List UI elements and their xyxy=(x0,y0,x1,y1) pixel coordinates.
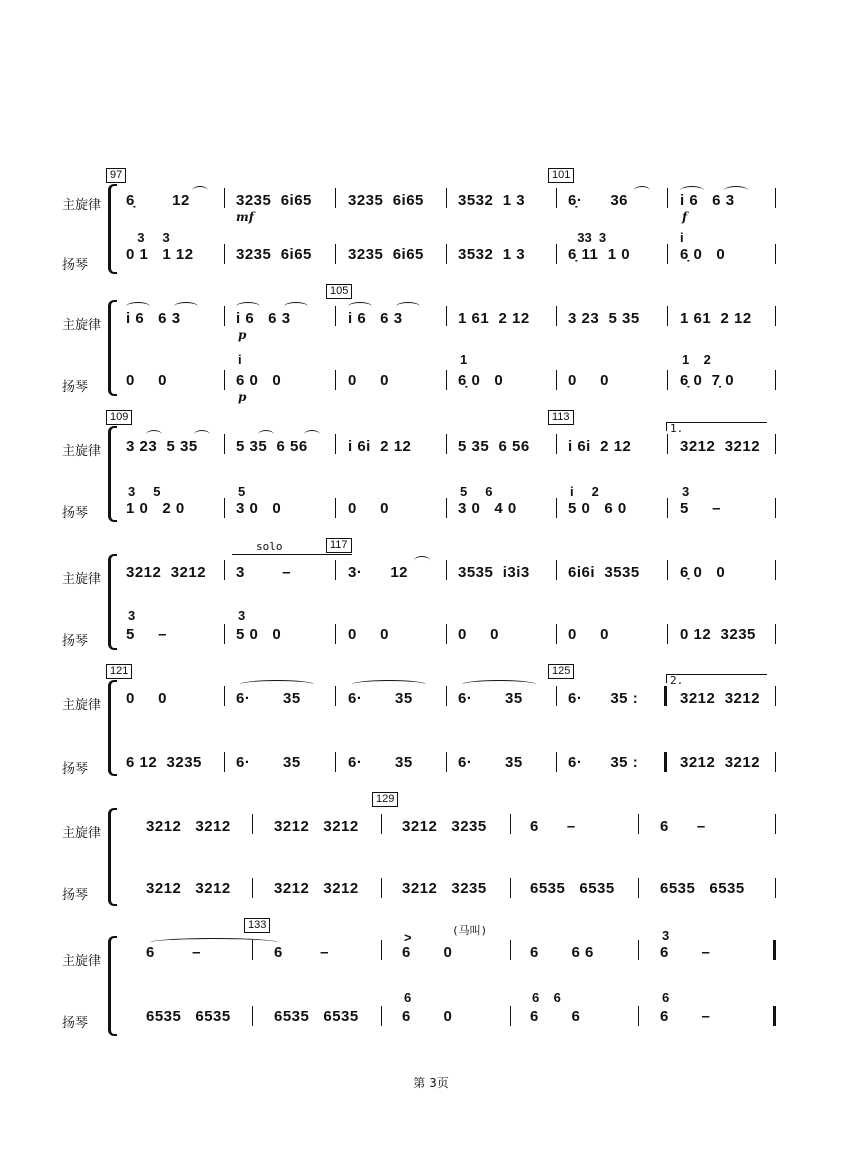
barline xyxy=(446,560,447,580)
part-label-yangqin: 扬琴 xyxy=(62,888,89,903)
upper-notes: 3 xyxy=(662,928,670,943)
measure-notes: 6 – xyxy=(274,944,330,961)
barline xyxy=(775,306,776,326)
part-label-yangqin: 扬琴 xyxy=(62,762,89,777)
upper-notes: 6 xyxy=(404,990,412,1005)
slur xyxy=(680,186,704,195)
measure-number: 97 xyxy=(106,168,126,183)
upper-notes: 3 xyxy=(682,484,690,499)
part-label-melody: 主旋律 xyxy=(62,954,102,969)
slur xyxy=(146,430,162,439)
barline xyxy=(667,306,668,326)
measure-notes: 6535 6535 xyxy=(530,880,615,897)
measure-notes: 6̣· 36 xyxy=(568,192,629,209)
measure-notes: 0 0 xyxy=(126,372,168,389)
upper-notes: 3 5 xyxy=(128,484,161,499)
measure-notes: 1 61 2 12 xyxy=(680,310,752,327)
part-label-yangqin: 扬琴 xyxy=(62,380,89,395)
measure-notes: 6 12 3235 xyxy=(126,754,202,771)
measure-notes: 3212 3235 xyxy=(402,880,487,897)
barline xyxy=(335,686,336,706)
system-5 xyxy=(0,662,862,778)
barline xyxy=(638,1006,639,1026)
measure-notes: 5 35 6 56 xyxy=(458,438,530,455)
measure-notes: 3212 3212 xyxy=(680,438,761,455)
barline xyxy=(775,370,776,390)
barline xyxy=(224,686,225,706)
barline xyxy=(446,624,447,644)
barline xyxy=(556,306,557,326)
measure-number: 109 xyxy=(106,410,132,425)
barline xyxy=(224,624,225,644)
measure-notes: 6· 35 xyxy=(348,690,413,707)
barline xyxy=(252,1006,253,1026)
measure-notes: 6 – xyxy=(660,1008,711,1025)
upper-notes: 6 6 xyxy=(532,990,561,1005)
barline xyxy=(335,752,336,772)
slur xyxy=(634,186,650,195)
barline xyxy=(224,306,225,326)
measure-notes: 5 0 0 xyxy=(236,626,282,643)
system-brace xyxy=(108,808,117,906)
barline xyxy=(446,244,447,264)
measure-notes: 3 0 0 xyxy=(236,500,282,517)
barline xyxy=(556,244,557,264)
barline xyxy=(775,686,776,706)
part-label-yangqin: 扬琴 xyxy=(62,634,89,649)
barline xyxy=(510,878,511,898)
slur xyxy=(462,680,536,689)
barline xyxy=(775,752,776,772)
measure-notes: 6̣ 0 0 xyxy=(680,564,726,581)
barline xyxy=(510,1006,511,1026)
slur xyxy=(174,302,198,311)
slur xyxy=(348,302,372,311)
barline xyxy=(335,244,336,264)
measure-notes: 3212 3212 xyxy=(274,880,359,897)
measure-notes: 3212 3212 xyxy=(680,690,761,707)
measure-notes: 6 6 xyxy=(530,1008,581,1025)
system-brace xyxy=(108,554,117,650)
barline xyxy=(775,498,776,518)
barline xyxy=(252,814,253,834)
barline xyxy=(224,434,225,454)
measure-notes: 5 – xyxy=(126,626,168,643)
system-brace xyxy=(108,184,117,274)
upper-notes: 33 3 xyxy=(570,230,607,245)
barline xyxy=(667,624,668,644)
upper-notes: i xyxy=(238,352,242,367)
measure-notes: 6̣ 0 7̣ 0 xyxy=(680,372,735,389)
measure-notes: 0 0 xyxy=(348,626,390,643)
barline xyxy=(775,560,776,580)
measure-notes: 6 – xyxy=(660,944,711,961)
horse-neigh-annotation: (马叫) xyxy=(452,924,488,937)
barline xyxy=(252,878,253,898)
measure-notes: 1 0 2 0 xyxy=(126,500,185,517)
part-label-melody: 主旋律 xyxy=(62,572,102,587)
measure-notes: 6· 35 xyxy=(458,690,523,707)
measure-notes: 6 0 0 xyxy=(236,372,282,389)
barline xyxy=(667,434,668,454)
barline xyxy=(381,878,382,898)
barline xyxy=(335,370,336,390)
barline xyxy=(667,188,668,208)
slur xyxy=(126,302,150,311)
system-3 xyxy=(0,410,862,524)
dynamic-mark: f xyxy=(682,210,688,224)
barline xyxy=(381,1006,382,1026)
measure-notes: 3235 6i65 xyxy=(348,246,424,263)
barline xyxy=(335,188,336,208)
repeat-barline xyxy=(664,686,667,706)
system-1 xyxy=(0,168,862,278)
solo-bracket xyxy=(232,554,352,563)
measure-notes: 6535 6535 xyxy=(146,1008,231,1025)
system-brace xyxy=(108,426,117,522)
measure-notes: 6· 35 xyxy=(458,754,523,771)
measure-notes: 3 0 4 0 xyxy=(458,500,517,517)
page-footer: 第 3页 xyxy=(413,1076,449,1090)
upper-notes: 3 xyxy=(238,608,246,623)
upper-notes: 5 6 xyxy=(460,484,493,499)
measure-notes: 6 – xyxy=(530,818,576,835)
barline xyxy=(335,498,336,518)
barline xyxy=(224,188,225,208)
system-6 xyxy=(0,790,862,906)
measure-notes: 0 0 xyxy=(568,626,610,643)
part-label-melody: 主旋律 xyxy=(62,826,102,841)
measure-notes: 0 1 1 12 xyxy=(126,246,194,263)
measure-notes: 6i6i 3535 xyxy=(568,564,640,581)
measure-number: 105 xyxy=(326,284,352,299)
barline xyxy=(775,814,776,834)
part-label-yangqin: 扬琴 xyxy=(62,258,89,273)
barline xyxy=(224,560,225,580)
barline xyxy=(335,624,336,644)
barline xyxy=(224,498,225,518)
barline xyxy=(775,434,776,454)
measure-notes: 3532 1 3 xyxy=(458,246,526,263)
measure-notes: 0 0 xyxy=(348,500,390,517)
measure-notes: 6 0 xyxy=(402,944,453,961)
measure-number: 133 xyxy=(244,918,270,933)
barline xyxy=(510,940,511,960)
part-label-melody: 主旋律 xyxy=(62,698,102,713)
measure-notes: i 6i 2 12 xyxy=(348,438,412,455)
system-brace xyxy=(108,936,117,1036)
measure-notes: 6̣ 12 xyxy=(126,192,190,209)
measure-notes: 3532 1 3 xyxy=(458,192,526,209)
slur xyxy=(194,430,210,439)
barline xyxy=(446,686,447,706)
measure-notes: 1 61 2 12 xyxy=(458,310,530,327)
measure-notes: 3235 6i65 xyxy=(348,192,424,209)
measure-notes: 6535 6535 xyxy=(660,880,745,897)
barline xyxy=(510,814,511,834)
barline xyxy=(556,752,557,772)
measure-notes: 3 23 5 35 xyxy=(126,438,198,455)
measure-notes: 6· 35 xyxy=(236,754,301,771)
measure-notes: i 6 6 3 xyxy=(348,310,403,327)
repeat-barline xyxy=(664,752,667,772)
barline xyxy=(446,306,447,326)
upper-notes: 1 xyxy=(460,352,468,367)
measure-notes: 6· 35 xyxy=(236,690,301,707)
slur xyxy=(414,556,430,565)
measure-notes: 5 0 6 0 xyxy=(568,500,627,517)
measure-notes: i 6 6 3 xyxy=(236,310,291,327)
measure-notes: 3212 3212 xyxy=(146,880,231,897)
slur xyxy=(284,302,308,311)
slur xyxy=(236,302,260,311)
barline xyxy=(224,752,225,772)
measure-notes: 3212 3212 xyxy=(274,818,359,835)
part-label-melody: 主旋律 xyxy=(62,318,102,333)
measure-notes: 3 23 5 35 xyxy=(568,310,640,327)
barline xyxy=(381,940,382,960)
measure-notes: 3212 3212 xyxy=(146,818,231,835)
barline xyxy=(335,560,336,580)
measure-number: 113 xyxy=(548,410,574,425)
dynamic-mark: p xyxy=(238,328,247,342)
barline xyxy=(775,244,776,264)
measure-number: 117 xyxy=(326,538,352,553)
slur xyxy=(724,186,748,195)
measure-notes: 6̣ 0 0 xyxy=(458,372,504,389)
barline xyxy=(556,624,557,644)
measure-number: 121 xyxy=(106,664,132,679)
system-brace xyxy=(108,680,117,776)
part-label-yangqin: 扬琴 xyxy=(62,506,89,521)
barline xyxy=(667,498,668,518)
final-barline xyxy=(773,940,776,960)
measure-notes: 3 – xyxy=(236,564,292,581)
barline xyxy=(667,370,668,390)
upper-notes: 1 2 xyxy=(682,352,711,367)
barline xyxy=(638,814,639,834)
system-7 xyxy=(0,916,862,1040)
barline xyxy=(381,814,382,834)
measure-notes: 6 – xyxy=(146,944,202,961)
barline xyxy=(335,434,336,454)
barline xyxy=(446,188,447,208)
system-brace xyxy=(108,300,117,396)
measure-notes: 5 35 6 56 xyxy=(236,438,308,455)
measure-notes: 6 – xyxy=(660,818,706,835)
measure-notes: i 6 6 3 xyxy=(680,192,735,209)
slur xyxy=(396,302,420,311)
slur xyxy=(258,430,274,439)
barline xyxy=(446,752,447,772)
measure-notes: 6535 6535 xyxy=(274,1008,359,1025)
part-label-melody: 主旋律 xyxy=(62,198,102,213)
part-label-melody: 主旋律 xyxy=(62,444,102,459)
measure-notes: 3212 3212 xyxy=(680,754,761,771)
barline xyxy=(252,940,253,960)
barline xyxy=(775,878,776,898)
measure-notes: 3535 i3i3 xyxy=(458,564,530,581)
upper-notes: 3 3 xyxy=(130,230,170,245)
slur xyxy=(240,680,314,689)
measure-notes: 0 0 xyxy=(348,372,390,389)
dynamic-mark: mf xyxy=(236,210,254,224)
barline xyxy=(335,306,336,326)
slur xyxy=(352,680,426,689)
measure-notes: 6̣ 11 1 0 xyxy=(568,246,631,263)
measure-notes: 0 0 xyxy=(458,626,500,643)
barline xyxy=(638,940,639,960)
measure-notes: 6 0 xyxy=(402,1008,453,1025)
slur xyxy=(192,186,208,195)
measure-notes: 3235 6i65 xyxy=(236,192,312,209)
barline xyxy=(446,498,447,518)
barline xyxy=(556,560,557,580)
dynamic-mark: p xyxy=(238,390,247,404)
measure-notes: 6· 35 : xyxy=(568,754,639,771)
measure-notes: 5 – xyxy=(680,500,722,517)
upper-notes: 3 xyxy=(128,608,136,623)
part-label-yangqin: 扬琴 xyxy=(62,1016,89,1031)
barline xyxy=(667,560,668,580)
barline xyxy=(556,686,557,706)
measure-notes: 0 0 xyxy=(568,372,610,389)
measure-notes: 3235 6i65 xyxy=(236,246,312,263)
barline xyxy=(556,434,557,454)
upper-notes: 6 xyxy=(662,990,670,1005)
slur xyxy=(304,430,320,439)
barline xyxy=(556,188,557,208)
measure-notes: i 6 6 3 xyxy=(126,310,181,327)
measure-number: 125 xyxy=(548,664,574,679)
upper-notes: i xyxy=(680,230,684,245)
measure-notes: i 6i 2 12 xyxy=(568,438,632,455)
measure-number: 101 xyxy=(548,168,574,183)
barline xyxy=(638,878,639,898)
barline xyxy=(224,370,225,390)
system-2 xyxy=(0,284,862,404)
upper-notes: i 2 xyxy=(570,484,599,499)
measure-notes: 6 6 6 xyxy=(530,944,594,961)
measure-notes: 6· 35 : xyxy=(568,690,639,707)
measure-notes: 0 0 xyxy=(126,690,168,707)
measure-notes: 3212 3235 xyxy=(402,818,487,835)
upper-notes: > xyxy=(404,930,412,945)
upper-notes: 5 xyxy=(238,484,246,499)
barline xyxy=(446,370,447,390)
volta-label: 2. xyxy=(670,674,684,687)
barline xyxy=(556,370,557,390)
barline xyxy=(446,434,447,454)
measure-notes: 6̣ 0 0 xyxy=(680,246,726,263)
solo-annotation: solo xyxy=(256,540,283,553)
volta-label: 1. xyxy=(670,422,684,435)
measure-number: 129 xyxy=(372,792,398,807)
measure-notes: 0 12 3235 xyxy=(680,626,756,643)
barline xyxy=(775,188,776,208)
measure-notes: 3212 3212 xyxy=(126,564,207,581)
barline xyxy=(224,244,225,264)
barline xyxy=(775,624,776,644)
barline xyxy=(556,498,557,518)
system-4 xyxy=(0,536,862,654)
barline xyxy=(667,244,668,264)
final-barline xyxy=(773,1006,776,1026)
measure-notes: 6· 35 xyxy=(348,754,413,771)
measure-notes: 3· 12 xyxy=(348,564,409,581)
